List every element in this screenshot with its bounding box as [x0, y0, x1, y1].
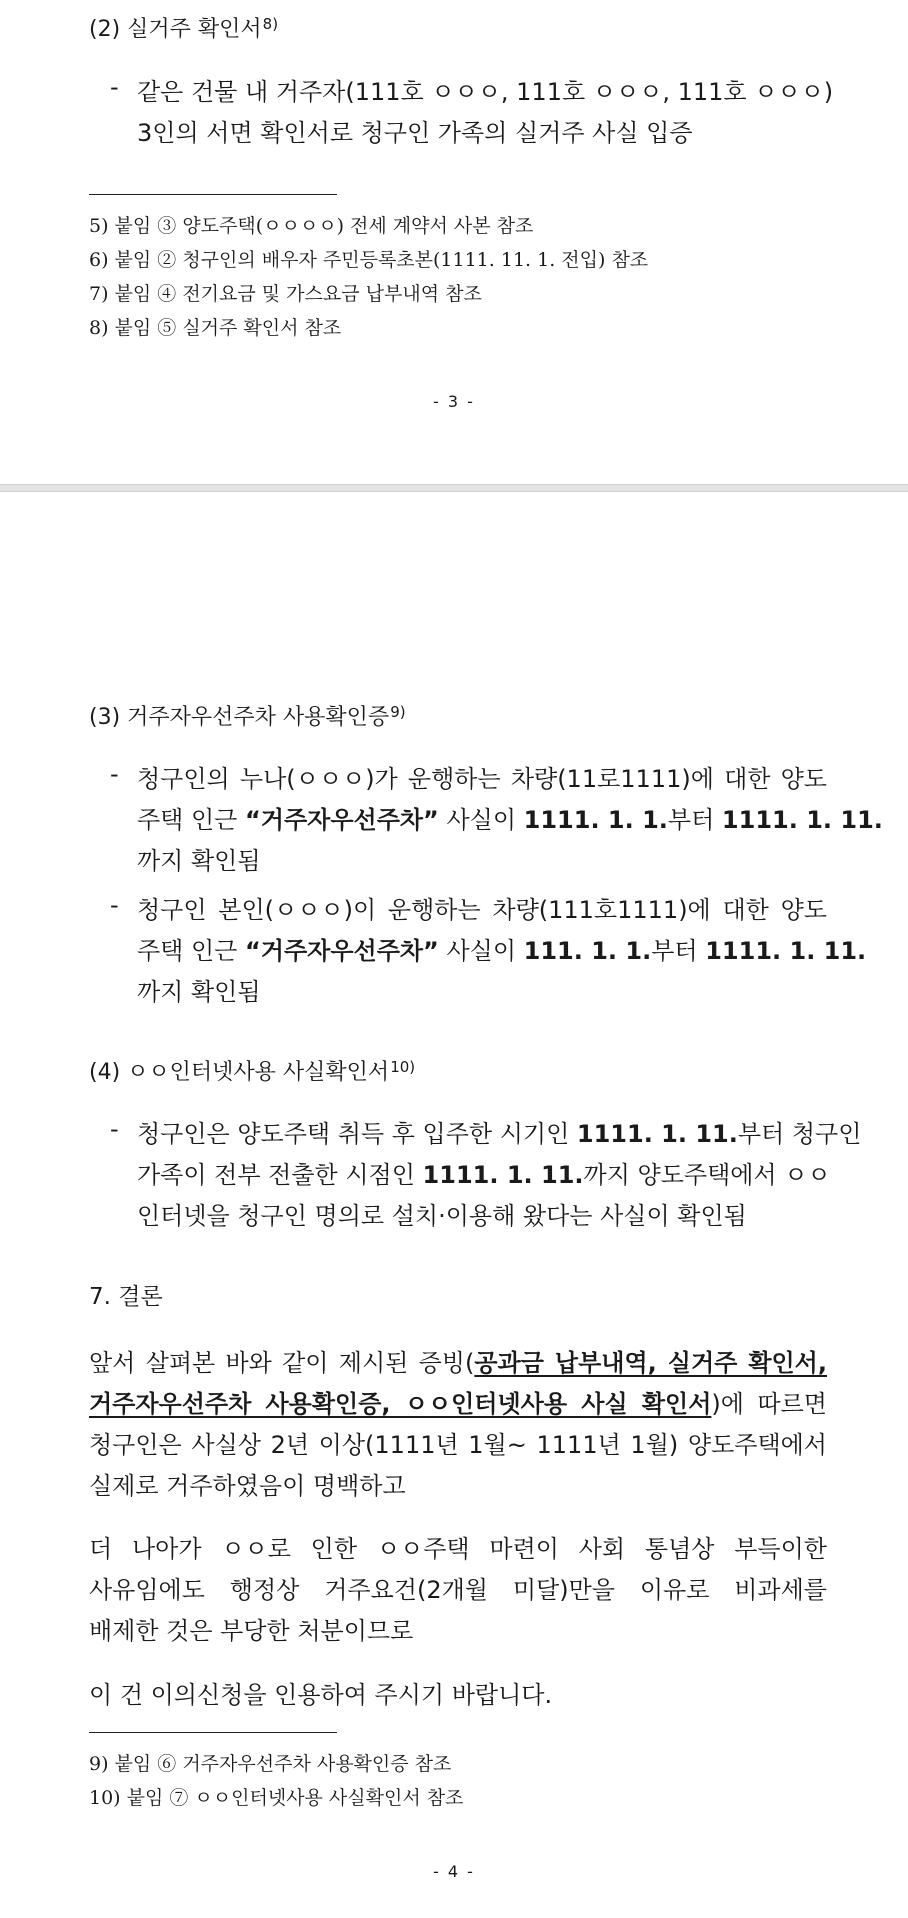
section-4-heading: (4) ㅇㅇ인터넷사용 사실확인서$^{10)}$: [89, 1058, 416, 1085]
footnote-ref: 10): [390, 1058, 416, 1076]
bullet-text-line: 가족이 전부 전출한 시점인 1111. 1. 11.까지 양도주택에서 ㅇㅇ: [137, 1161, 831, 1189]
bullet-dash: -: [110, 891, 119, 919]
bullet-text-line: 까지 확인됨: [137, 978, 261, 1006]
bullet-text-line: 3인의 서면 확인서로 청구인 가족의 실거주 사실 입증: [137, 119, 693, 147]
conclusion-line: 실제로 거주하였음이 명백하고: [89, 1472, 406, 1500]
bullet-dash: -: [110, 1115, 119, 1143]
page-number: - 3 -: [433, 392, 475, 411]
bullet-text-line: 까지 확인됨: [137, 847, 261, 875]
bullet-text-line: 청구인 본인(ㅇㅇㅇ)이 운행하는 차량(111호1111)에 대한 양도: [137, 896, 827, 924]
footnote: 5) 붙임 ③ 양도주택(ㅇㅇㅇㅇ) 전세 계약서 사본 참조: [89, 215, 534, 237]
conclusion-line: 사유임에도 행정상 거주요건(2개월 미달)만을 이유로 비과세를: [89, 1576, 827, 1604]
conclusion-line: 더 나아가 ㅇㅇ로 인한 ㅇㅇ주택 마련이 사회 통념상 부득이한: [89, 1535, 827, 1563]
section-2-heading: (2) 실거주 확인서$^{8)}$: [89, 15, 279, 42]
bullet-text-line: 주택 인근 “거주자우선주차” 사실이 111. 1. 1.부터 1111. 1. 11.: [137, 937, 867, 965]
footnote: 10) 붙임 ⑦ ㅇㅇ인터넷사용 사실확인서 참조: [89, 1787, 464, 1809]
section-3-heading: (3) 거주자우선주차 사용확인증$^{9)}$: [89, 703, 406, 730]
page-separator: [0, 484, 908, 492]
bullet-text-line: 주택 인근 “거주자우선주차” 사실이 1111. 1. 1.부터 1111. 1. 11.: [137, 806, 883, 834]
bullet-text-line: 청구인의 누나(ㅇㅇㅇ)가 운행하는 차량(11로1111)에 대한 양도: [137, 765, 827, 793]
footnote: 7) 붙임 ④ 전기요금 및 가스요금 납부내역 참조: [89, 283, 482, 305]
page-number: - 4 -: [433, 1862, 475, 1881]
bullet-dash: -: [110, 73, 119, 101]
section-7-heading: 7. 결론: [89, 1284, 163, 1310]
document-page-3: [0, 0, 908, 484]
bullet-dash: -: [110, 760, 119, 788]
document-page-4: [0, 492, 908, 1918]
footnote-separator: [89, 194, 337, 195]
bullet-text-line: 청구인은 양도주택 취득 후 입주한 시기인 1111. 1. 11.부터 청구인: [137, 1120, 862, 1148]
footnote: 6) 붙임 ② 청구인의 배우자 주민등록초본(1111. 11. 1. 전입) 참조: [89, 249, 649, 271]
conclusion-closing: 이 건 이의신청을 인용하여 주시기 바랍니다.: [89, 1681, 553, 1709]
conclusion-line: 거주자우선주차 사용확인증, ㅇㅇ인터넷사용 사실 확인서)에 따르면: [89, 1390, 827, 1418]
bullet-text-line: 인터넷을 청구인 명의로 설치·이용해 왔다는 사실이 확인됨: [137, 1202, 747, 1230]
conclusion-line: 청구인은 사실상 2년 이상(1111년 1월~ 1111년 1월) 양도주택에서: [89, 1431, 827, 1459]
footnote: 9) 붙임 ⑥ 거주자우선주차 사용확인증 참조: [89, 1753, 452, 1775]
conclusion-line: 앞서 살펴본 바와 같이 제시된 증빙(공과금 납부내역, 실거주 확인서,: [89, 1349, 827, 1377]
footnote-ref: 8): [262, 15, 279, 33]
bullet-text-line: 같은 건물 내 거주자(111호 ㅇㅇㅇ, 111호 ㅇㅇㅇ, 111호 ㅇㅇㅇ): [137, 78, 834, 106]
conclusion-line: 배제한 것은 부당한 처분이므로: [89, 1617, 414, 1645]
footnote-separator: [89, 1732, 337, 1733]
footnote-ref: 9): [390, 703, 406, 721]
footnote: 8) 붙임 ⑤ 실거주 확인서 참조: [89, 317, 342, 339]
